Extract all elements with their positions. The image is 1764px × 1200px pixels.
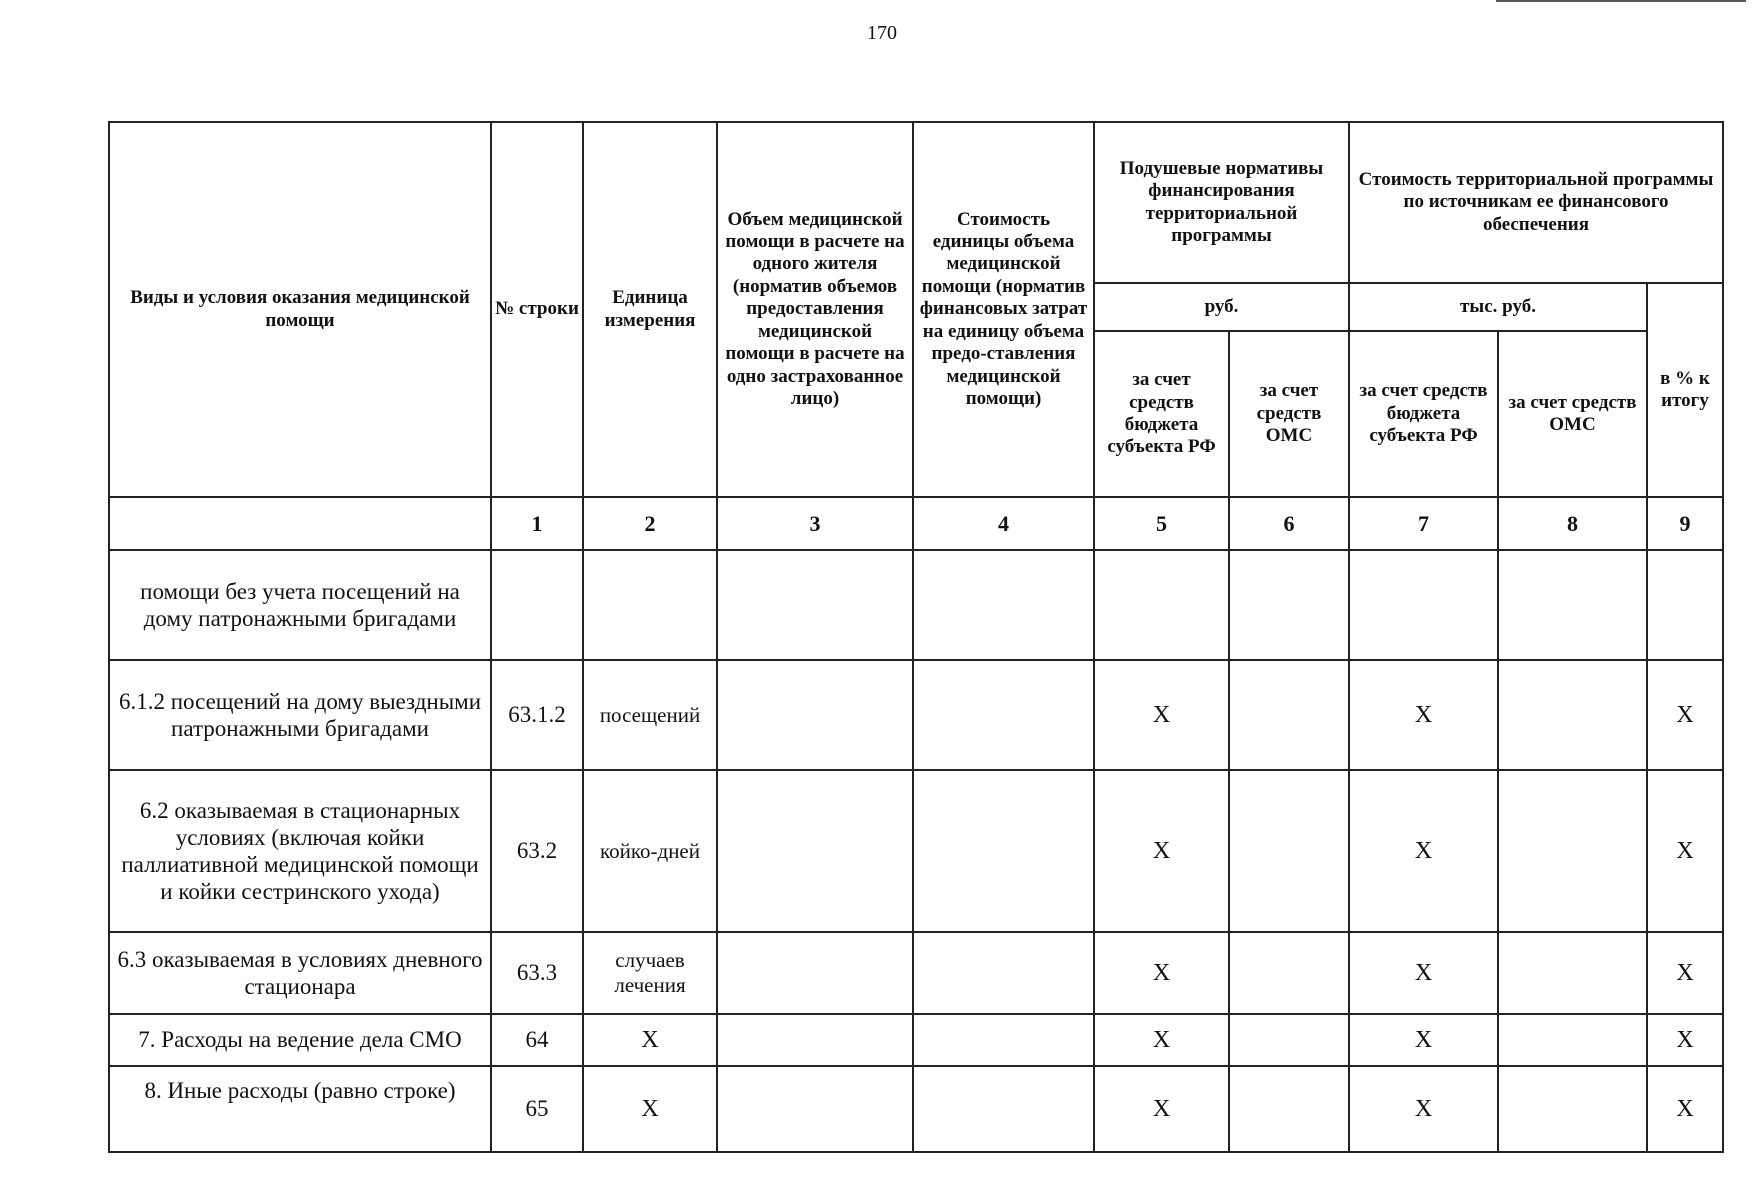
row-unit: случаев лечения bbox=[583, 932, 717, 1014]
header-volume: Объем медицинской помощи в расчете на одного жителя (норматив объемов предоставления медицинской помощи в расчете на одно застрахованное лицо) bbox=[717, 122, 913, 497]
cell-volume bbox=[717, 770, 913, 932]
row-number bbox=[491, 550, 583, 660]
cell-budget-rub bbox=[1094, 550, 1229, 660]
table-row bbox=[109, 550, 1723, 660]
cell-cost bbox=[913, 932, 1094, 1014]
cell-percent bbox=[1647, 550, 1723, 660]
header-per-capita: Подушевые нормативы финансирования территориальной программы bbox=[1094, 122, 1349, 283]
row-unit bbox=[583, 550, 717, 660]
cell-percent: X bbox=[1647, 770, 1723, 932]
financing-table bbox=[108, 121, 1724, 1153]
row-number: 63.2 bbox=[491, 770, 583, 932]
cell-oms-rub bbox=[1229, 770, 1349, 932]
cell-percent: X bbox=[1647, 1014, 1723, 1066]
row-unit: посещений bbox=[583, 660, 717, 770]
cell-cost bbox=[913, 550, 1094, 660]
table-row bbox=[109, 1066, 1723, 1152]
cell-oms-thous bbox=[1498, 660, 1647, 770]
row-unit: X bbox=[583, 1014, 717, 1066]
cell-budget-thous: X bbox=[1349, 770, 1498, 932]
cell-oms-thous bbox=[1498, 1014, 1647, 1066]
cell-budget-rub: X bbox=[1094, 770, 1229, 932]
scan-edge-line bbox=[1496, 0, 1746, 2]
header-type: Виды и условия оказания медицинской помощи bbox=[109, 122, 491, 497]
cell-budget-thous: X bbox=[1349, 1066, 1498, 1152]
col-number: 2 bbox=[583, 497, 717, 550]
cell-budget-thous: X bbox=[1349, 932, 1498, 1014]
cell-oms-thous bbox=[1498, 1066, 1647, 1152]
header-oms: за счет средств ОМС bbox=[1229, 331, 1349, 497]
col-number: 6 bbox=[1229, 497, 1349, 550]
header-row-number: № строки bbox=[491, 122, 583, 497]
cell-percent: X bbox=[1647, 1066, 1723, 1152]
table-row bbox=[109, 770, 1723, 932]
cell-budget-rub: X bbox=[1094, 1014, 1229, 1066]
cell-budget-thous: X bbox=[1349, 660, 1498, 770]
row-name: 6.2 оказываемая в стационарных условиях (включая койки паллиативной медицинской помощи и койки сестринского ухода) bbox=[109, 770, 491, 932]
cell-cost bbox=[913, 660, 1094, 770]
cell-oms-thous bbox=[1498, 770, 1647, 932]
cell-volume bbox=[717, 932, 913, 1014]
header-oms-2: за счет средств ОМС bbox=[1498, 331, 1647, 497]
cell-budget-rub: X bbox=[1094, 1066, 1229, 1152]
cell-budget-thous: X bbox=[1349, 1014, 1498, 1066]
cell-percent: X bbox=[1647, 660, 1723, 770]
cell-volume bbox=[717, 1066, 913, 1152]
col-number: 7 bbox=[1349, 497, 1498, 550]
table-row bbox=[109, 932, 1723, 1014]
cell-cost bbox=[913, 770, 1094, 932]
row-name: 8. Иные расходы (равно строке) bbox=[109, 1066, 491, 1152]
row-unit: койко-дней bbox=[583, 770, 717, 932]
table-row bbox=[109, 1014, 1723, 1066]
col-number: 1 bbox=[491, 497, 583, 550]
cell-budget-thous bbox=[1349, 550, 1498, 660]
header-rub: руб. bbox=[1094, 283, 1349, 331]
header-thous-rub: тыс. руб. bbox=[1349, 283, 1647, 331]
col-number: 8 bbox=[1498, 497, 1647, 550]
cell-budget-rub: X bbox=[1094, 932, 1229, 1014]
cell-oms-rub bbox=[1229, 1014, 1349, 1066]
col-number: 3 bbox=[717, 497, 913, 550]
header-budget-rf: за счет средств бюджета субъекта РФ bbox=[1094, 331, 1229, 497]
row-name: 7. Расходы на ведение дела СМО bbox=[109, 1014, 491, 1066]
cell-oms-rub bbox=[1229, 660, 1349, 770]
cell-volume bbox=[717, 1014, 913, 1066]
cell-oms-rub bbox=[1229, 550, 1349, 660]
page-number: 170 bbox=[867, 22, 897, 44]
header-cost: Стоимость единицы объема медицинской помощи (норматив финансовых затрат на единицу объема предо-ставления медицинской помощи) bbox=[913, 122, 1094, 497]
cell-oms-thous bbox=[1498, 550, 1647, 660]
cell-budget-rub: X bbox=[1094, 660, 1229, 770]
cell-volume bbox=[717, 660, 913, 770]
col-number bbox=[109, 497, 491, 550]
header-budget-rf-2: за счет средств бюджета субъекта РФ bbox=[1349, 331, 1498, 497]
cell-cost bbox=[913, 1066, 1094, 1152]
header-program-cost: Стоимость территориальной программы по источникам ее финансового обеспечения bbox=[1349, 122, 1723, 283]
header-percent: в % к итогу bbox=[1647, 283, 1723, 497]
row-number: 63.3 bbox=[491, 932, 583, 1014]
table-row bbox=[109, 660, 1723, 770]
column-numbers-row bbox=[109, 497, 1723, 550]
col-number: 9 bbox=[1647, 497, 1723, 550]
row-number: 64 bbox=[491, 1014, 583, 1066]
cell-cost bbox=[913, 1014, 1094, 1066]
cell-volume bbox=[717, 550, 913, 660]
col-number: 5 bbox=[1094, 497, 1229, 550]
row-unit: X bbox=[583, 1066, 717, 1152]
row-number: 63.1.2 bbox=[491, 660, 583, 770]
row-name: помощи без учета посещений на дому патронажными бригадами bbox=[109, 550, 491, 660]
row-name: 6.1.2 посещений на дому выездными патронажными бригадами bbox=[109, 660, 491, 770]
row-number: 65 bbox=[491, 1066, 583, 1152]
cell-oms-thous bbox=[1498, 932, 1647, 1014]
cell-oms-rub bbox=[1229, 932, 1349, 1014]
cell-oms-rub bbox=[1229, 1066, 1349, 1152]
col-number: 4 bbox=[913, 497, 1094, 550]
header-unit: Единица измерения bbox=[583, 122, 717, 497]
cell-percent: X bbox=[1647, 932, 1723, 1014]
row-name: 6.3 оказываемая в условиях дневного стационара bbox=[109, 932, 491, 1014]
